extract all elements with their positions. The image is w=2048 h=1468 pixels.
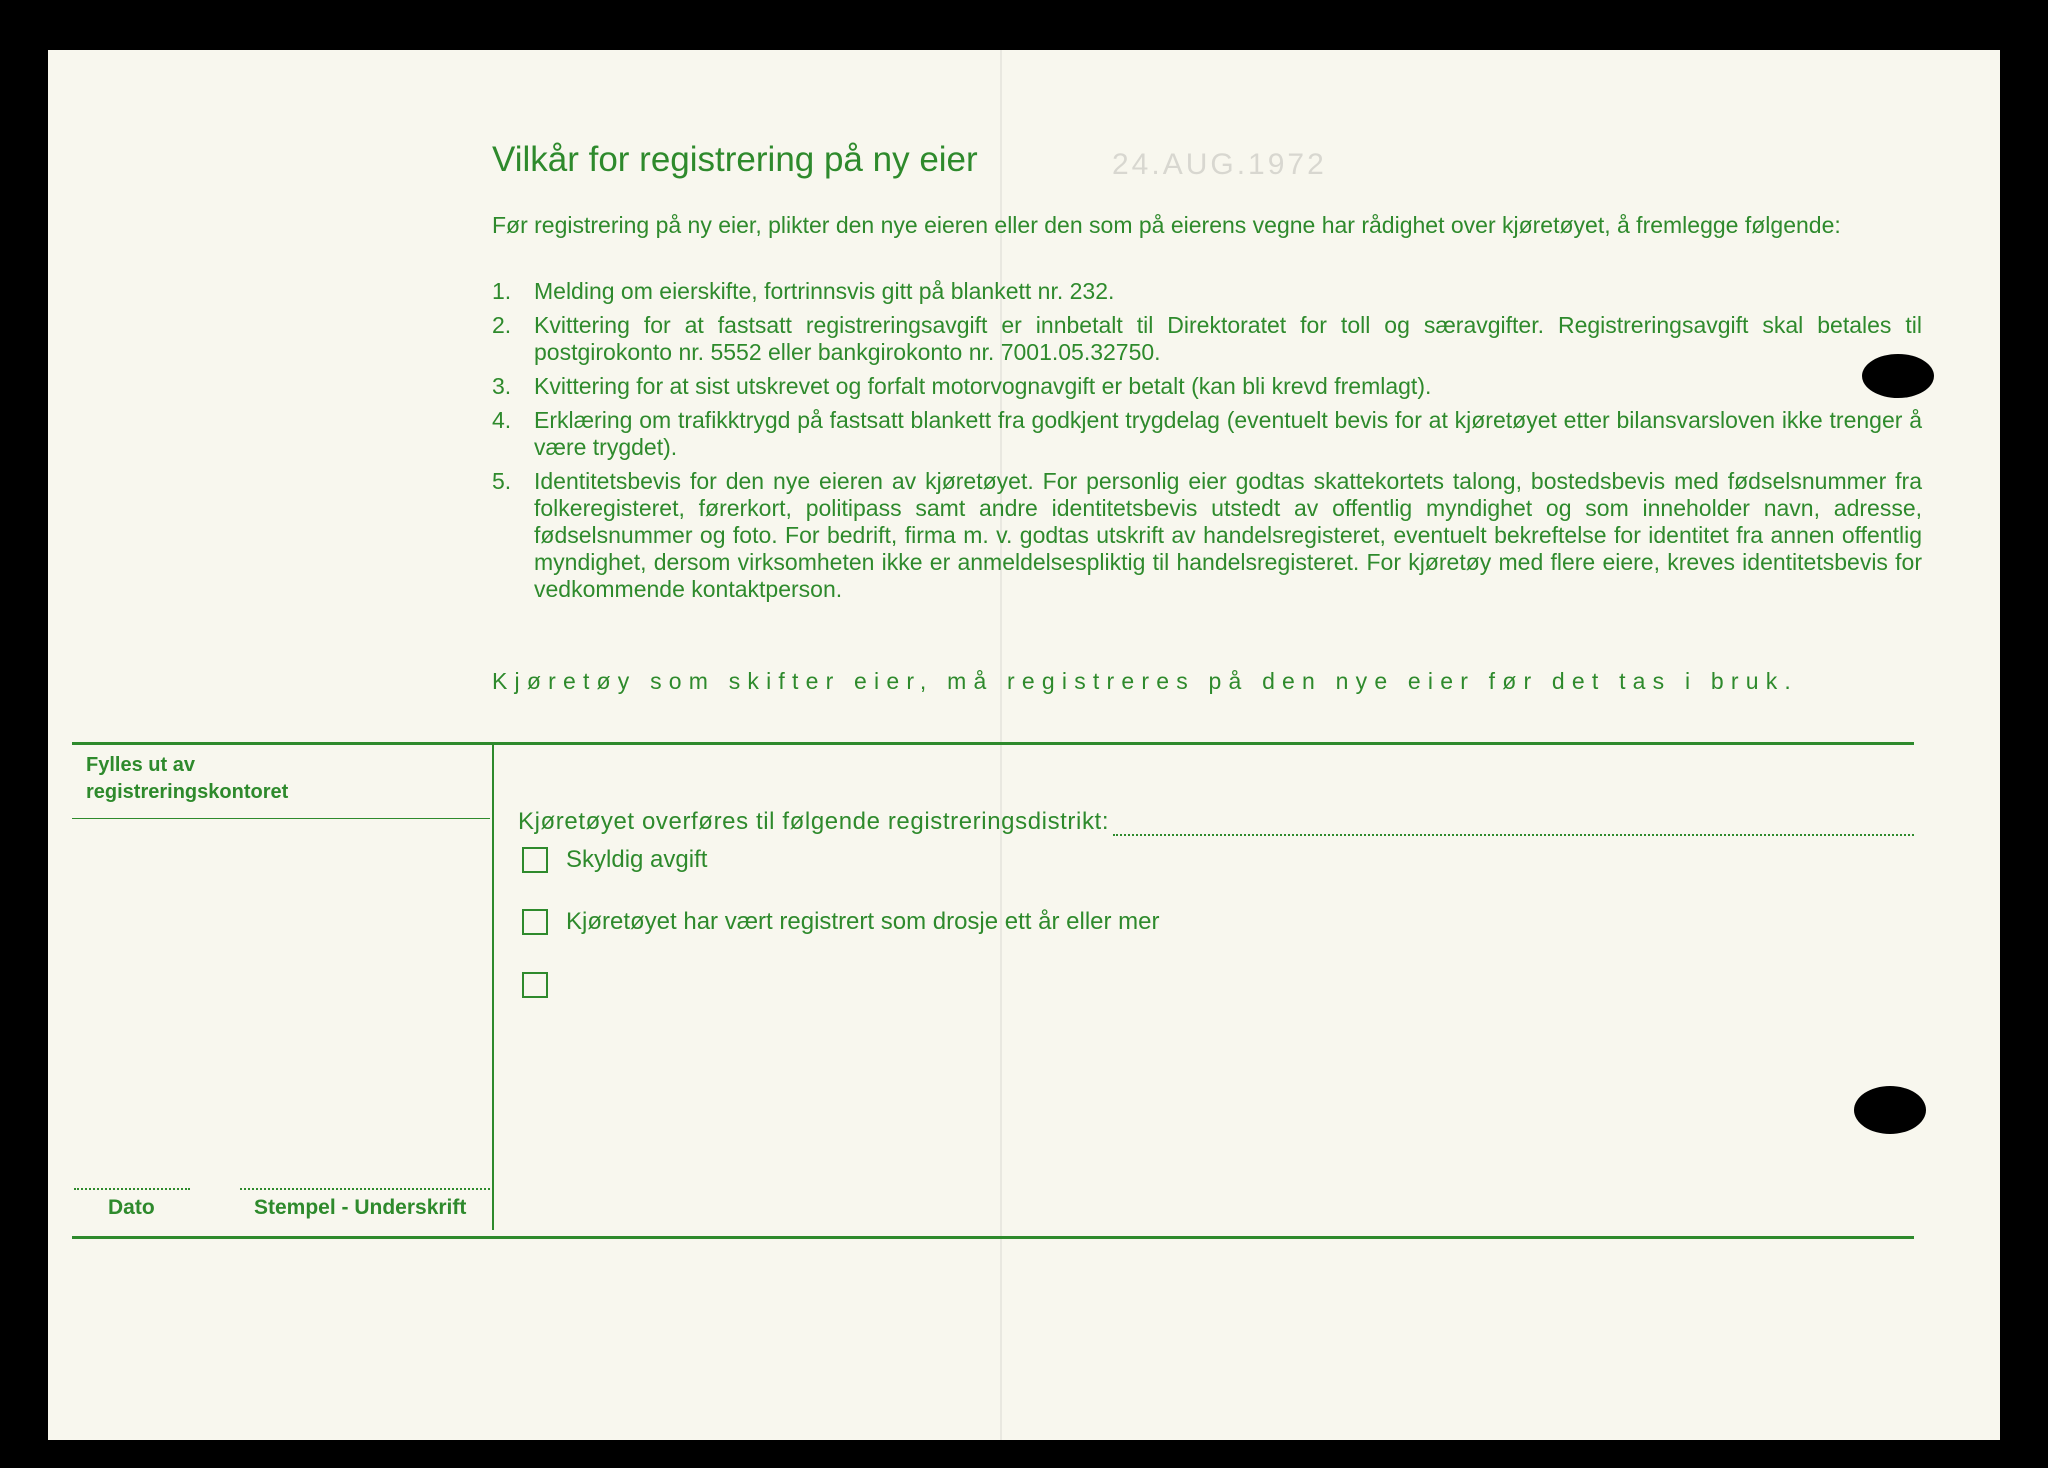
- office-label-line2: registreringskontoret: [86, 781, 289, 803]
- taxi-label: Kjøretøyet har vært registrert som drosje ett år eller mer: [566, 908, 1160, 935]
- form-sheet: [48, 50, 2000, 1440]
- signature-label: Stempel - Underskrift: [254, 1196, 467, 1219]
- condition-text: Melding om eierskifte, fortrinnsvis gitt på blankett nr. 232.: [534, 278, 1115, 304]
- condition-number: 3.: [492, 373, 512, 399]
- condition-item: [492, 278, 1922, 305]
- signature-field[interactable]: [240, 1188, 490, 1190]
- column-divider: [492, 744, 494, 1230]
- condition-text: Kvittering for at fastsatt registreringsavgift er innbetalt til Direktoratet for toll og særavgifter. Registreringsavgift skal betales til postgirokonto nr. 5552 eller bankgirokonto nr. 7001.05.32750.: [534, 312, 1922, 365]
- checkbox-row-blank: [522, 972, 566, 998]
- condition-number: 1.: [492, 278, 512, 304]
- checkbox-row-taxi: [522, 908, 1159, 936]
- faded-date-stamp: 24.AUG.1972: [1112, 148, 1327, 181]
- condition-number: 4.: [492, 407, 512, 433]
- condition-item: [492, 373, 1922, 400]
- checkbox-row-unpaid-fee: [522, 846, 707, 874]
- conditions-list: [492, 278, 1922, 610]
- blank-checkbox[interactable]: [522, 972, 548, 998]
- date-label: Dato: [108, 1196, 155, 1219]
- district-label: Kjøretøyet overføres til følgende registreringsdistrikt:: [518, 808, 1110, 835]
- district-field-row: [518, 808, 1914, 836]
- fold-crease: [1000, 50, 1002, 1440]
- condition-number: 2.: [492, 312, 512, 338]
- intro-paragraph: Før registrering på ny eier, plikter den nye eieren eller den som på eierens vegne har rådighet over kjøretøyet, å fremlegge følgende:: [492, 212, 1841, 238]
- office-label-line1: Fylles ut av: [86, 754, 195, 776]
- condition-item: [492, 468, 1922, 603]
- date-field[interactable]: [74, 1188, 190, 1190]
- form-title: Vilkår for registrering på ny eier: [492, 140, 978, 179]
- unpaid-fee-checkbox[interactable]: [522, 847, 548, 873]
- taxi-checkbox[interactable]: [522, 909, 548, 935]
- punch-hole-lower: [1854, 1086, 1926, 1134]
- punch-hole-upper: [1862, 354, 1934, 398]
- condition-item: [492, 407, 1922, 461]
- section-divider-top: [72, 742, 1914, 745]
- office-section-label: [86, 752, 288, 806]
- condition-text: Identitetsbevis for den nye eieren av kjøretøyet. For personlig eier godtas skattekortets talong, bostedsbevis med fødselsnummer fra folkeregisteret, førerkort, politipass samt andre identitetsbevis utstedt av offentlig myndighet og som inneholder navn, adresse, fødselsnummer og foto. For bedrift, firma m. v. godtas utskrift av handelsregisteret, eventuelt bekreftelse for identitet fra annen offentlig myndighet, dersom virksomheten ikke er anmeldelsespliktig til handelsregisteret. For kjøretøy med flere eiere, kreves identitetsbevis for vedkommende kontaktperson.: [534, 468, 1922, 602]
- notice-line: Kjøretøy som skifter eier, må registreres på den nye eier før det tas i bruk.: [492, 668, 1798, 694]
- condition-text: Kvittering for at sist utskrevet og forfalt motorvognavgift er betalt (kan bli krevd fremlagt).: [534, 373, 1432, 399]
- condition-number: 5.: [492, 468, 512, 494]
- condition-text: Erklæring om trafikktrygd på fastsatt blankett fra godkjent trygdelag (eventuelt bevis for at kjøretøyet etter bilansvarsloven ikke trenger å være trygdet).: [534, 407, 1922, 460]
- condition-item: [492, 312, 1922, 366]
- unpaid-fee-label: Skyldig avgift: [566, 846, 708, 873]
- district-input-line[interactable]: [1113, 808, 1914, 836]
- section-divider-bottom: [72, 1236, 1914, 1239]
- office-label-underline: [72, 818, 490, 819]
